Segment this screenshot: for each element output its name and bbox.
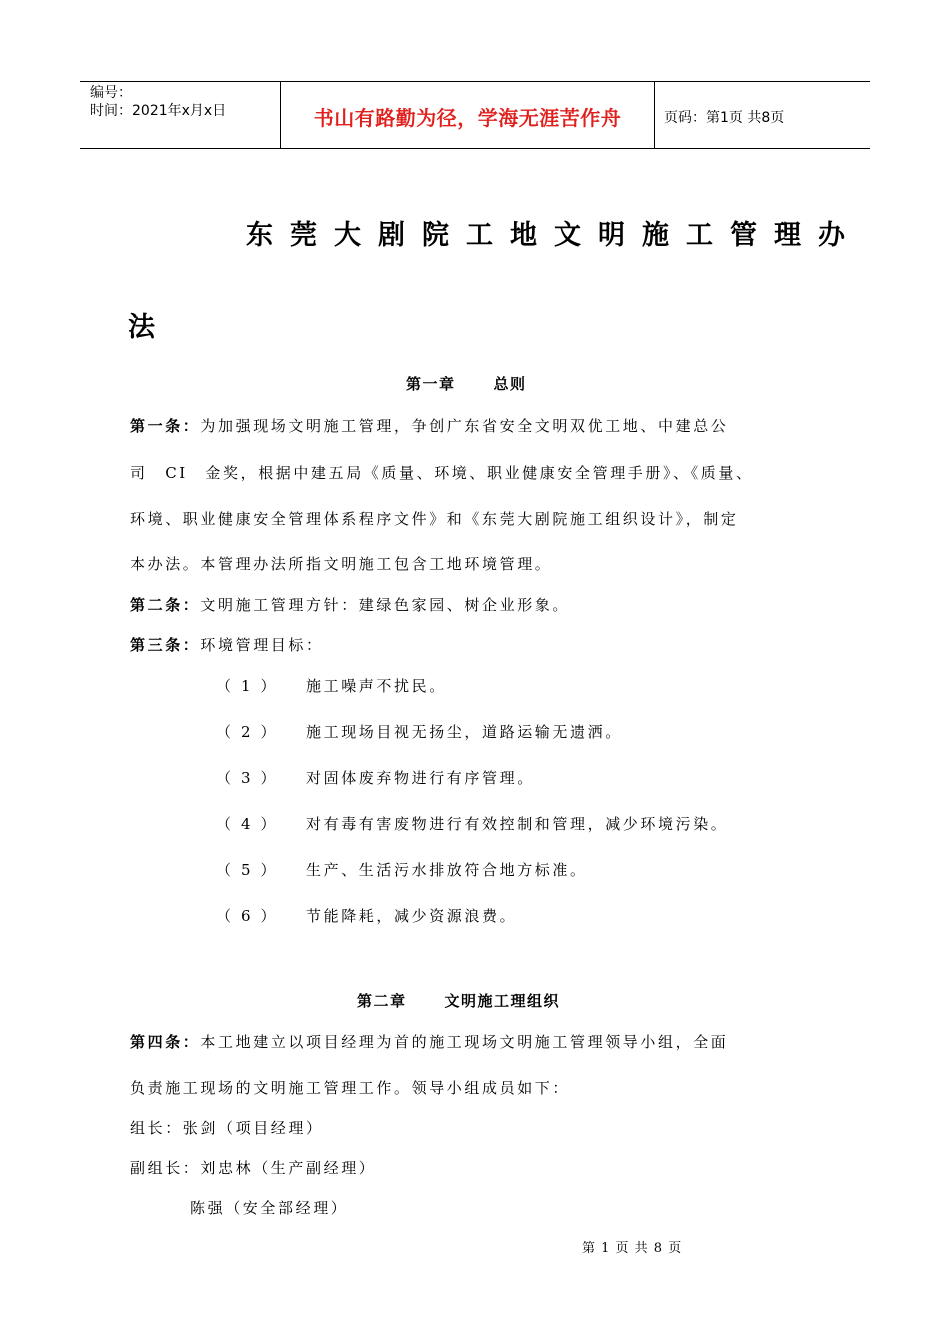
goal-item: （ 4 ） 对有毒有害废物进行有效控制和管理，减少环境污染。	[216, 815, 729, 833]
article-4-line: 第四条：本工地建立以项目经理为首的施工现场文明施工管理领导小组，全面	[130, 1033, 729, 1051]
article-3: 第三条：环境管理目标：	[130, 636, 324, 654]
goal-item: （ 3 ） 对固体废弃物进行有序管理。	[216, 769, 535, 787]
chapter-heading: 第一章 总则	[406, 375, 527, 393]
goal-item: （ 2 ） 施工现场目视无扬尘，道路运输无遗洒。	[216, 723, 623, 741]
document-title-continued: 法	[128, 312, 155, 343]
article-2: 第二条：文明施工管理方针：建绿色家园、树企业形象。	[130, 596, 571, 614]
member-leader: 组长：张剑（项目经理）	[130, 1119, 324, 1137]
goal-item: （ 5 ） 生产、生活污水排放符合地方标准。	[216, 861, 588, 879]
number-label: 编号：	[90, 85, 132, 101]
header-motto: 书山有路勤为径，学海无涯苦作舟	[313, 106, 622, 130]
article-1-line: 第一条：为加强现场文明施工管理，争创广东省安全文明双优工地、中建总公	[130, 417, 729, 435]
article-label: 第一条：	[130, 417, 201, 435]
article-1-line: 司 CI 金奖，根据中建五局《质量、环境、职业健康安全管理手册》、《质量、	[130, 464, 754, 482]
article-4-line: 负责施工现场的文明施工管理工作。领导小组成员如下：	[130, 1079, 571, 1097]
header-divider	[654, 82, 655, 148]
time-label: 时间：2021年x月x日	[90, 103, 227, 119]
article-1-line: 本办法。本管理办法所指文明施工包含工地环境管理。	[130, 555, 553, 573]
goal-item: （ 1 ） 施工噪声不扰民。	[216, 677, 447, 695]
chapter-heading: 第二章 文明施工理组织	[357, 992, 561, 1010]
header-page-info: 页码：第1页 共8页	[664, 110, 785, 126]
article-label: 第二条：	[130, 596, 201, 614]
goal-item: （ 6 ） 节能降耗，减少资源浪费。	[216, 907, 518, 925]
article-1-line: 环境、职业健康安全管理体系程序文件》和《东莞大剧院施工组织设计》，制定	[130, 510, 739, 528]
article-label: 第三条：	[130, 636, 201, 654]
member-deputy: 副组长：刘忠林（生产副经理）	[130, 1159, 377, 1177]
member-item: 陈强（安全部经理）	[190, 1199, 349, 1217]
header-table	[80, 81, 870, 149]
page-footer: 第 1 页 共 8 页	[582, 1241, 683, 1256]
header-meta	[90, 84, 226, 120]
article-label: 第四条：	[130, 1033, 201, 1051]
document-title: 东莞大剧院工地文明施工管理办	[246, 220, 862, 251]
